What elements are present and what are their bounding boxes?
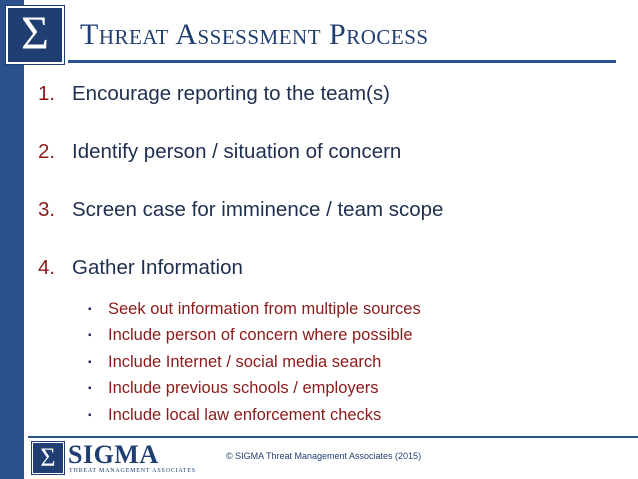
footer-logo (32, 442, 64, 474)
footer-brand-tagline: THREAT MANAGEMENT ASSOCIATES (69, 468, 196, 474)
gather-information-sublist (88, 296, 421, 429)
square-bullet-icon: ▪ (88, 356, 92, 368)
title-divider (68, 60, 616, 63)
step-number: 1. (38, 82, 56, 105)
sub-step-text: Include person of concern where possible (108, 326, 413, 345)
sub-step-text: Include local law enforcement checks (108, 405, 382, 424)
process-step (38, 140, 443, 198)
square-bullet-icon: ▪ (88, 409, 92, 421)
step-text: Encourage reporting to the team(s) (72, 82, 390, 105)
step-text: Screen case for imminence / team scope (72, 198, 444, 221)
process-step (38, 198, 443, 256)
sigma-icon: Σ (21, 7, 49, 60)
sigma-icon: Σ (40, 443, 56, 472)
slide-title (80, 18, 429, 52)
footer-copyright: © SIGMA Threat Management Associates (2015) (226, 451, 422, 461)
footer-divider (28, 436, 638, 438)
sub-step-text: Include previous schools / employers (108, 379, 379, 398)
step-text: Gather Information (72, 256, 243, 279)
sub-step (88, 323, 421, 350)
footer-brand: SIGMA (68, 440, 159, 469)
sigma-logo (6, 6, 64, 64)
square-bullet-icon: ▪ (88, 383, 92, 395)
sub-step (88, 402, 421, 429)
sub-step (88, 376, 421, 403)
square-bullet-icon: ▪ (88, 330, 92, 342)
step-number: 4. (38, 256, 56, 279)
sub-step-text: Seek out information from multiple sources (108, 299, 421, 318)
sub-step (88, 349, 421, 376)
slide-title-text: Threat Assessment Process (80, 18, 429, 51)
sub-step (88, 296, 421, 323)
process-step (38, 82, 443, 140)
process-steps-list (38, 82, 443, 314)
square-bullet-icon: ▪ (88, 303, 92, 315)
sub-step-text: Include Internet / social media search (108, 352, 382, 371)
step-number: 2. (38, 140, 56, 163)
step-text: Identify person / situation of concern (72, 140, 402, 163)
left-accent-bar (0, 0, 24, 479)
step-number: 3. (38, 198, 56, 221)
